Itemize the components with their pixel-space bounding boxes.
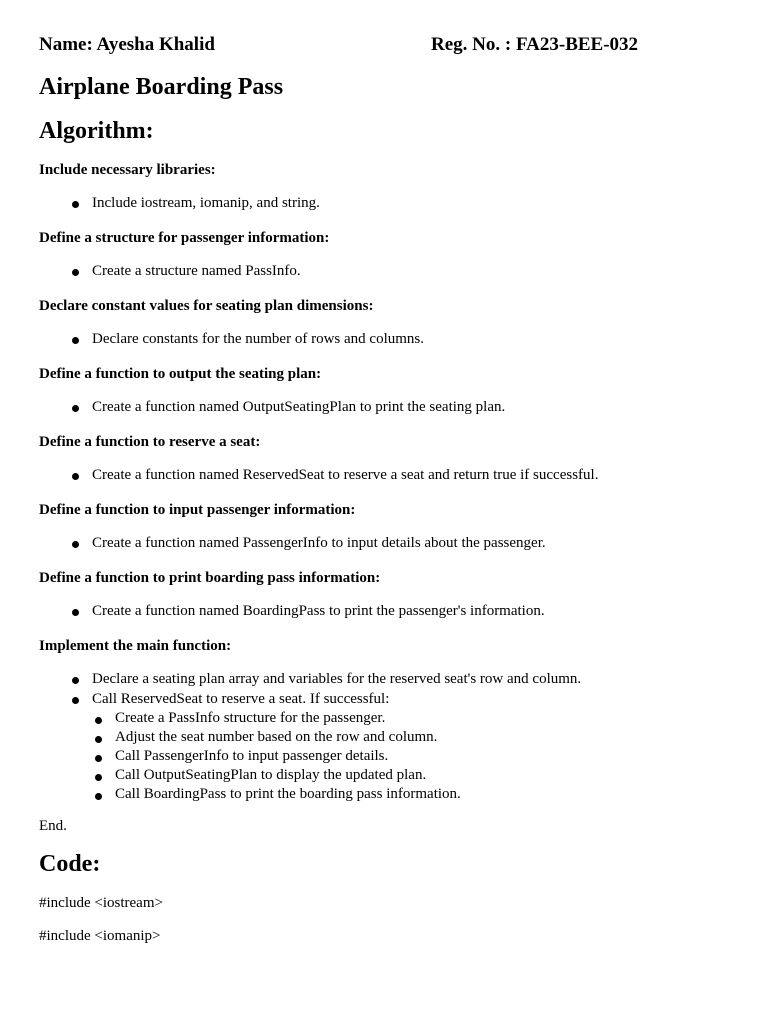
bullet-dot-icon [72,697,79,704]
bullet-text: Declare constants for the number of rows and columns. [92,331,424,347]
student-name: Name: Ayesha Khalid [39,34,215,55]
sub-bullet-text: Create a PassInfo structure for the passenger. [115,710,386,726]
step-heading: Declare constant values for seating plan dimensions: [39,298,374,314]
bullet-dot-icon [72,541,79,548]
step-declare-constants [39,296,739,349]
step-heading: Include necessary libraries: [39,162,216,178]
step-bullets [39,329,739,349]
code-line: #include <iostream> [39,895,163,911]
bullet-text: Create a function named BoardingPass to print the passenger's information. [92,603,545,619]
bullet-text: Create a structure named PassInfo. [92,263,301,279]
step-bullets [39,193,739,213]
bullet-text: Create a function named OutputSeatingPlan to print the seating plan. [92,399,506,415]
algorithm-heading: Algorithm: [39,118,154,144]
bullet-text: Create a function named ReservedSeat to reserve a seat and return true if successful. [92,467,599,483]
code-line: #include <iomanip> [39,928,161,944]
algorithm-steps [39,160,739,804]
step-heading: Define a structure for passenger information: [39,230,330,246]
bullet-dot-icon [95,755,102,762]
bullet-dot-icon [72,473,79,480]
sub-bullet-text: Call OutputSeatingPlan to display the updated plan. [115,767,427,783]
step-include-libraries [39,160,739,213]
sub-bullet-text: Call PassengerInfo to input passenger details. [115,748,389,764]
bullet-item [92,465,739,485]
bullet-dot-icon [72,337,79,344]
bullet-item [92,689,739,804]
sub-bullet-item [115,728,739,747]
bullet-item [92,533,739,553]
bullet-item [92,669,739,689]
bullet-dot-icon [95,793,102,800]
bullet-dot-icon [72,405,79,412]
step-heading: Define a function to input passenger information: [39,502,356,518]
sub-bullet-item [115,766,739,785]
step-heading: Define a function to print boarding pass information: [39,570,381,586]
sub-bullet-item [115,709,739,728]
step-bullets [39,669,739,804]
step-define-structure [39,228,739,281]
step-bullets [39,533,739,553]
step-bullets [39,465,739,485]
bullet-text: Include iostream, iomanip, and string. [92,195,320,211]
document-title: Airplane Boarding Pass [39,74,284,100]
step-heading: Implement the main function: [39,638,232,654]
bullet-text: Declare a seating plan array and variables for the reserved seat's row and column. [92,671,582,687]
sub-bullets [92,709,739,804]
end-text: End. [39,818,67,834]
bullet-dot-icon [72,201,79,208]
header-row [39,30,739,60]
bullet-item [92,261,739,281]
bullet-dot-icon [72,609,79,616]
step-main-function [39,636,739,804]
step-bullets [39,397,739,417]
step-heading: Define a function to reserve a seat: [39,434,261,450]
bullet-dot-icon [95,774,102,781]
sub-bullet-item [115,747,739,766]
bullet-dot-icon [72,677,79,684]
sub-bullet-item [115,785,739,804]
bullet-dot-icon [95,736,102,743]
document-page [39,30,739,946]
step-reserve-seat [39,432,739,485]
sub-bullet-text: Adjust the seat number based on the row and column. [115,729,438,745]
bullet-text: Call ReservedSeat to reserve a seat. If successful: [92,691,390,707]
sub-bullet-text: Call BoardingPass to print the boarding pass information. [115,786,461,802]
step-bullets [39,261,739,281]
bullet-dot-icon [95,717,102,724]
registration-number: Reg. No. : FA23-BEE-032 [431,34,639,55]
bullet-item [92,397,739,417]
step-output-seating-plan [39,364,739,417]
bullet-item [92,601,739,621]
step-bullets [39,601,739,621]
bullet-item [92,193,739,213]
step-input-passenger-info [39,500,739,553]
code-heading: Code: [39,851,101,877]
bullet-item [92,329,739,349]
bullet-text: Create a function named PassengerInfo to input details about the passenger. [92,535,546,551]
step-heading: Define a function to output the seating plan: [39,366,322,382]
step-print-boarding-pass [39,568,739,621]
bullet-dot-icon [72,269,79,276]
